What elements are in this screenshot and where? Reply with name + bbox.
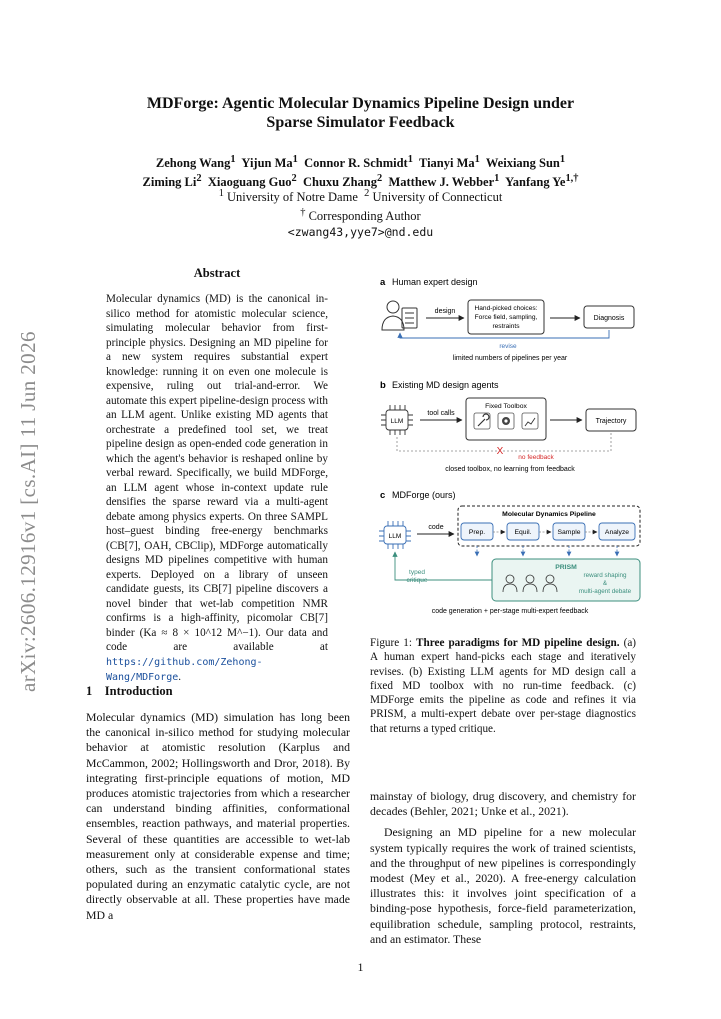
corresponding-line: † Corresponding Author: [300, 207, 421, 224]
hand-picked-line: Force field, sampling,: [474, 314, 538, 321]
panel-a-caption: limited numbers of pipelines per year: [452, 355, 568, 362]
author: Xiaoguang Guo: [207, 175, 292, 190]
stage-label: Analyze: [604, 529, 630, 536]
hand-picked-line: restraints: [492, 323, 520, 330]
panel-c-caption: code generation + per-stage multi-expert feedback: [431, 608, 589, 615]
arxiv-stamp: [8, 300, 44, 700]
figure-caption: [370, 636, 636, 736]
panel-a: [380, 277, 634, 362]
panel-a-label: a: [380, 277, 386, 288]
abstract-body: Molecular dynamics (MD) is the canonical in-silico method for atomistic molecular science, simulating molecular behavior from first-principle physics. Designing an MD pipeline for a new system requires substantial expert knowledge: running it on even one molecule is expensive, ruling out trial-and-error. We automate this expert pipeline-design process with an LLM agent. Unlike existing MD agents that orchestrate a predefined tool set, we treat pipeline design as open-ended code generation in which the agent's behavior is reshaped online by verbal reward. Specifically, we build MDForge, an LLM agent whose in-context update rule densifies the sparse reward via a multi-agent debate among physics experts. On three SAMPL host–guest binding free-energy benchmarks (CB[7], OAH, CBClip), MDForge automatically designs MD pipelines competitive with human experts. Deployed on a library of unseen candidate guests, its CB[7] pipeline discovers a novel binder that wet-lab competition NMR confirms is a high-affinity, picomolar CB[7] binder (Ka ≈ 8 × 10^12 M^−1). Our data and code are available at https://github.com/Zehong-Wang/MDForge.: [106, 293, 328, 683]
panel-c-label: c: [380, 490, 386, 501]
author: Zehong Wang: [155, 156, 231, 171]
hand-picked-line: Hand-picked choices:: [474, 305, 538, 312]
author: Ziming Li: [142, 175, 197, 190]
no-feedback-x: X: [496, 446, 504, 457]
figure-1: [370, 270, 650, 630]
typed-critique-line: typed: [409, 569, 425, 576]
authors-line-2: Ziming Li$^2$ Xiaoguang Guo$^2$ Chuxu Zhang$^2$ Matthew J. Webber$^1$ Yanfang $Ye^{1,\dagger}$: [142, 173, 579, 190]
author: Tianyi Ma: [418, 156, 475, 171]
right-paragraph-1: mainstay of biology, drug discovery, and chemistry for decades (Behler, 2021; Unke et al., 2021).: [370, 789, 636, 819]
section-heading: [86, 684, 173, 699]
caption-bold: Three paradigms for MD pipeline design.: [416, 637, 620, 649]
title-line-2: Sparse Simulator Feedback: [266, 114, 455, 131]
panel-b-caption: closed toolbox, no learning from feedback: [445, 466, 575, 473]
prism-label: PRISM: [555, 564, 577, 571]
page-number: 1: [357, 960, 364, 974]
reward-line: &: [602, 580, 608, 587]
fixed-toolbox-label: Fixed Toolbox: [485, 403, 527, 410]
author: Yanfang Ye: [505, 175, 566, 190]
llm-label-b: LLM: [390, 418, 404, 425]
panel-b-label: b: [380, 380, 386, 391]
author: Connor R. Schmidt: [304, 156, 408, 171]
panel-c: [379, 490, 640, 615]
affiliations: [60, 186, 661, 240]
caption-text: (a) A human expert hand-picks each stage and iteratively revises. (b) Existing LLM agents for MD design call a fixed MD toolbox with no run-time feedback. (c) MDForge emits the pipeline as code and refines it via PRISM, a multi-expert debate over per-stage diagnostics that returns a typed critique.: [370, 637, 637, 735]
caption-label: Figure 1:: [370, 637, 412, 649]
code-arrow-label: code: [428, 524, 444, 531]
stage-label: Prep.: [468, 529, 486, 536]
author: Weixiang Sun: [485, 156, 560, 171]
stage-label: Equil.: [514, 529, 532, 536]
revise-label: revise: [499, 343, 517, 350]
affiliation-1: University of Notre Dame: [227, 190, 358, 205]
design-arrow-label: design: [434, 308, 456, 315]
affiliation-2: University of Connecticut: [372, 190, 503, 205]
md-pipeline-label: Molecular Dynamics Pipeline: [502, 511, 596, 518]
section-title: Introduction: [104, 684, 173, 698]
right-paragraph-2: Designing an MD pipeline for a new molecular system typically requires the work of trained scientists, and the throughput of new pipelines is correspondingly modest (Mey et al., 2020). A free-energy calculation illustrates this: it involves joint specification of a binding-pose hypothesis, force-field parameterization, equilibration schedule, sampling protocol, restraints, and an estimator. These: [370, 825, 636, 946]
panel-c-title: MDForge (ours): [392, 490, 456, 500]
stage-label: Sample: [557, 529, 581, 536]
reward-line: multi-agent debate: [578, 588, 632, 595]
authors-line-1: Zehong Wang$^1$ Yijun Ma$^1$ Connor R. Schmidt$^1$ Tianyi Ma$^1$ Weixiang Sun$^1$: [155, 154, 566, 171]
diagnosis-label: Diagnosis: [593, 315, 625, 322]
reward-line: reward shaping: [583, 572, 627, 579]
intro-paragraph: Molecular dynamics (MD) simulation has long been the canonical in-silico method for studying molecular behavior at atomistic resolution (Karplus and McCammon, 2002; Hollingsworth and Dror, 2018). By integrating first-principle equations of motion, MD produces atomistic trajectories from which a researcher can understand binding affinities, conformational ensembles, reaction pathways, and material properties. Several of these quantities are accessible to wet-lab measurement only at considerable expense and time; others, such as the transient conformational states populated during an enzymatic catalytic cycle, are not directly observable at all. These properties have made MD a: [86, 710, 350, 922]
author: Chuxu Zhang: [303, 175, 377, 190]
author-list: [60, 152, 661, 190]
panel-a-title: Human expert design: [392, 277, 478, 287]
trajectory-label: Trajectory: [595, 418, 627, 425]
panel-b-title: Existing MD design agents: [392, 380, 499, 390]
title-line-1: MDForge: Agentic Molecular Dynamics Pipeline Design under: [146, 95, 575, 112]
tool-calls-label: tool calls: [427, 410, 455, 417]
abstract-heading: Abstract: [193, 266, 241, 280]
abstract-text: Molecular dynamics (MD) is the canonical in-silico method for atomistic molecular science, simulating molecular behavior from first-principle physics. Designing an MD pipeline for a new system requires substantial expert knowledge: running it on even one molecule is expensive, ruling out trial-and-error. We automate this expert pipeline-design process with an LLM agent. Unlike existing MD agents that orchestrate a predefined tool set, we treat pipeline design as open-ended code generation in which the agent's behavior is reshaped online by verbal reward. Specifically, we build MDForge, an LLM agent whose in-context update rule densifies the sparse reward via a multi-agent debate among physics experts. On three SAMPL host–guest binding free-energy benchmarks (CB[7], OAH, CBClip), MDForge automatically designs MD pipelines competitive with human experts. Deployed on a library of unseen candidate guests, its CB[7] pipeline discovers a novel binder that wet-lab competition NMR confirms is a high-affinity, picomolar CB[7] binder (Ka ≈ 8 × 10^12 M^−1). Our data and code are available at: [106, 293, 328, 653]
no-feedback-label: no feedback: [518, 454, 554, 461]
affiliation-line: $^1$ University of Notre Dame $^2$ University of Connecticut: [218, 188, 503, 205]
typed-critique-line: critique: [406, 577, 428, 584]
email[interactable]: <zwang43,yye7>@nd.edu: [287, 225, 434, 240]
paper-title: [60, 94, 661, 132]
section-number: 1: [86, 684, 93, 698]
arxiv-id: arXiv:2606.12916v1 [cs.AI] 11 Jun 2026: [16, 331, 40, 692]
code-link[interactable]: https://github.com/Zehong-Wang/MDForge: [106, 656, 263, 683]
author: Matthew J. Webber: [388, 175, 495, 190]
panel-b: [380, 380, 636, 473]
llm-label-c: LLM: [388, 533, 402, 540]
corresponding-author: Corresponding Author: [308, 209, 421, 224]
right-column: [370, 789, 636, 953]
human-expert-icon: [382, 301, 417, 330]
author: Yijun Ma: [241, 156, 293, 171]
